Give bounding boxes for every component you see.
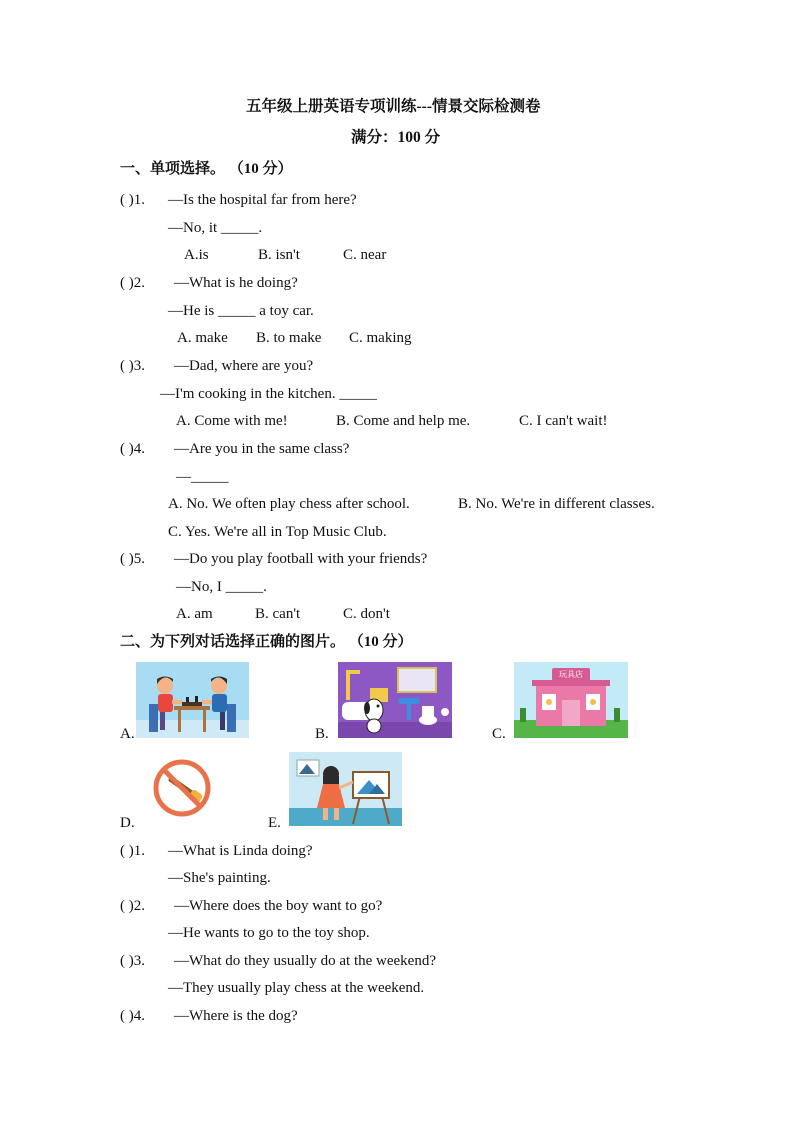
option-b: B. No. We're in different classes. <box>458 496 655 512</box>
option-c: C. don't <box>343 606 390 622</box>
question-number: ( )5. <box>120 551 145 567</box>
option-b: B. can't <box>255 606 301 622</box>
option-c: C. Yes. We're all in Top Music Club. <box>168 524 387 540</box>
no-painting-picture <box>150 756 214 820</box>
dialog-question: —Where does the boy want to go? <box>174 898 383 914</box>
question-text: —Do you play football with your friends? <box>174 551 428 567</box>
shop-sign: 玩具店 <box>559 670 583 679</box>
option-c: C. making <box>349 330 412 346</box>
option-a: A. Come with me! <box>176 413 288 429</box>
dialog-question: —What is Linda doing? <box>168 843 313 859</box>
answer-prompt: —No, I _____. <box>176 579 267 595</box>
answer-prompt: —_____ <box>176 469 229 485</box>
picture-label-a: A. <box>120 726 135 742</box>
picture-label-d: D. <box>120 815 135 831</box>
dialog-answer: —He wants to go to the toy shop. <box>168 925 370 941</box>
picture-label-e: E. <box>268 815 281 831</box>
toy-shop-picture <box>514 662 628 738</box>
answer-prompt: —I'm cooking in the kitchen. _____ <box>160 386 377 402</box>
option-c: C. near <box>343 247 387 263</box>
option-a: A. am <box>176 606 213 622</box>
question-text: —Are you in the same class? <box>174 441 350 457</box>
girl-painting-picture <box>289 752 402 826</box>
score-line: 满分：100 分 <box>351 129 441 146</box>
chess-picture <box>136 662 249 738</box>
option-c: C. I can't wait! <box>519 413 608 429</box>
section2-heading: 二、为下列对话选择正确的图片。 （10 分） <box>120 634 413 650</box>
option-b: B. Come and help me. <box>336 413 471 429</box>
section1-heading: 一、单项选择。 （10 分） <box>120 161 293 177</box>
dialog-question: —What do they usually do at the weekend? <box>174 953 437 969</box>
option-b: B. isn't <box>258 247 300 263</box>
question-text: —Dad, where are you? <box>174 358 314 374</box>
question-number: ( )3. <box>120 358 145 374</box>
page-title: 五年级上册英语专项训练---情景交际检测卷 <box>246 98 541 115</box>
question-text: —What is he doing? <box>174 275 298 291</box>
picture-label-c: C. <box>492 726 506 742</box>
option-a: A.is <box>184 247 209 263</box>
answer-prompt: —He is _____ a toy car. <box>168 303 314 319</box>
option-a: A. No. We often play chess after school. <box>168 496 410 512</box>
dialog-question: —Where is the dog? <box>174 1008 298 1024</box>
picture-label-b: B. <box>315 726 329 742</box>
option-a: A. make <box>177 330 228 346</box>
question-number: ( )1. <box>120 192 145 208</box>
option-b: B. to make <box>256 330 322 346</box>
dialog-answer: —They usually play chess at the weekend. <box>168 980 425 996</box>
dialog-answer: —She's painting. <box>168 870 271 886</box>
answer-prompt: —No, it _____. <box>168 220 263 236</box>
question-number: ( )2. <box>120 275 145 291</box>
question-number: ( )3. <box>120 953 145 969</box>
question-text: —Is the hospital far from here? <box>168 192 357 208</box>
question-number: ( )4. <box>120 441 145 457</box>
question-number: ( )1. <box>120 843 145 859</box>
bathroom-dog-picture <box>338 662 452 738</box>
question-number: ( )4. <box>120 1008 145 1024</box>
question-number: ( )2. <box>120 898 145 914</box>
